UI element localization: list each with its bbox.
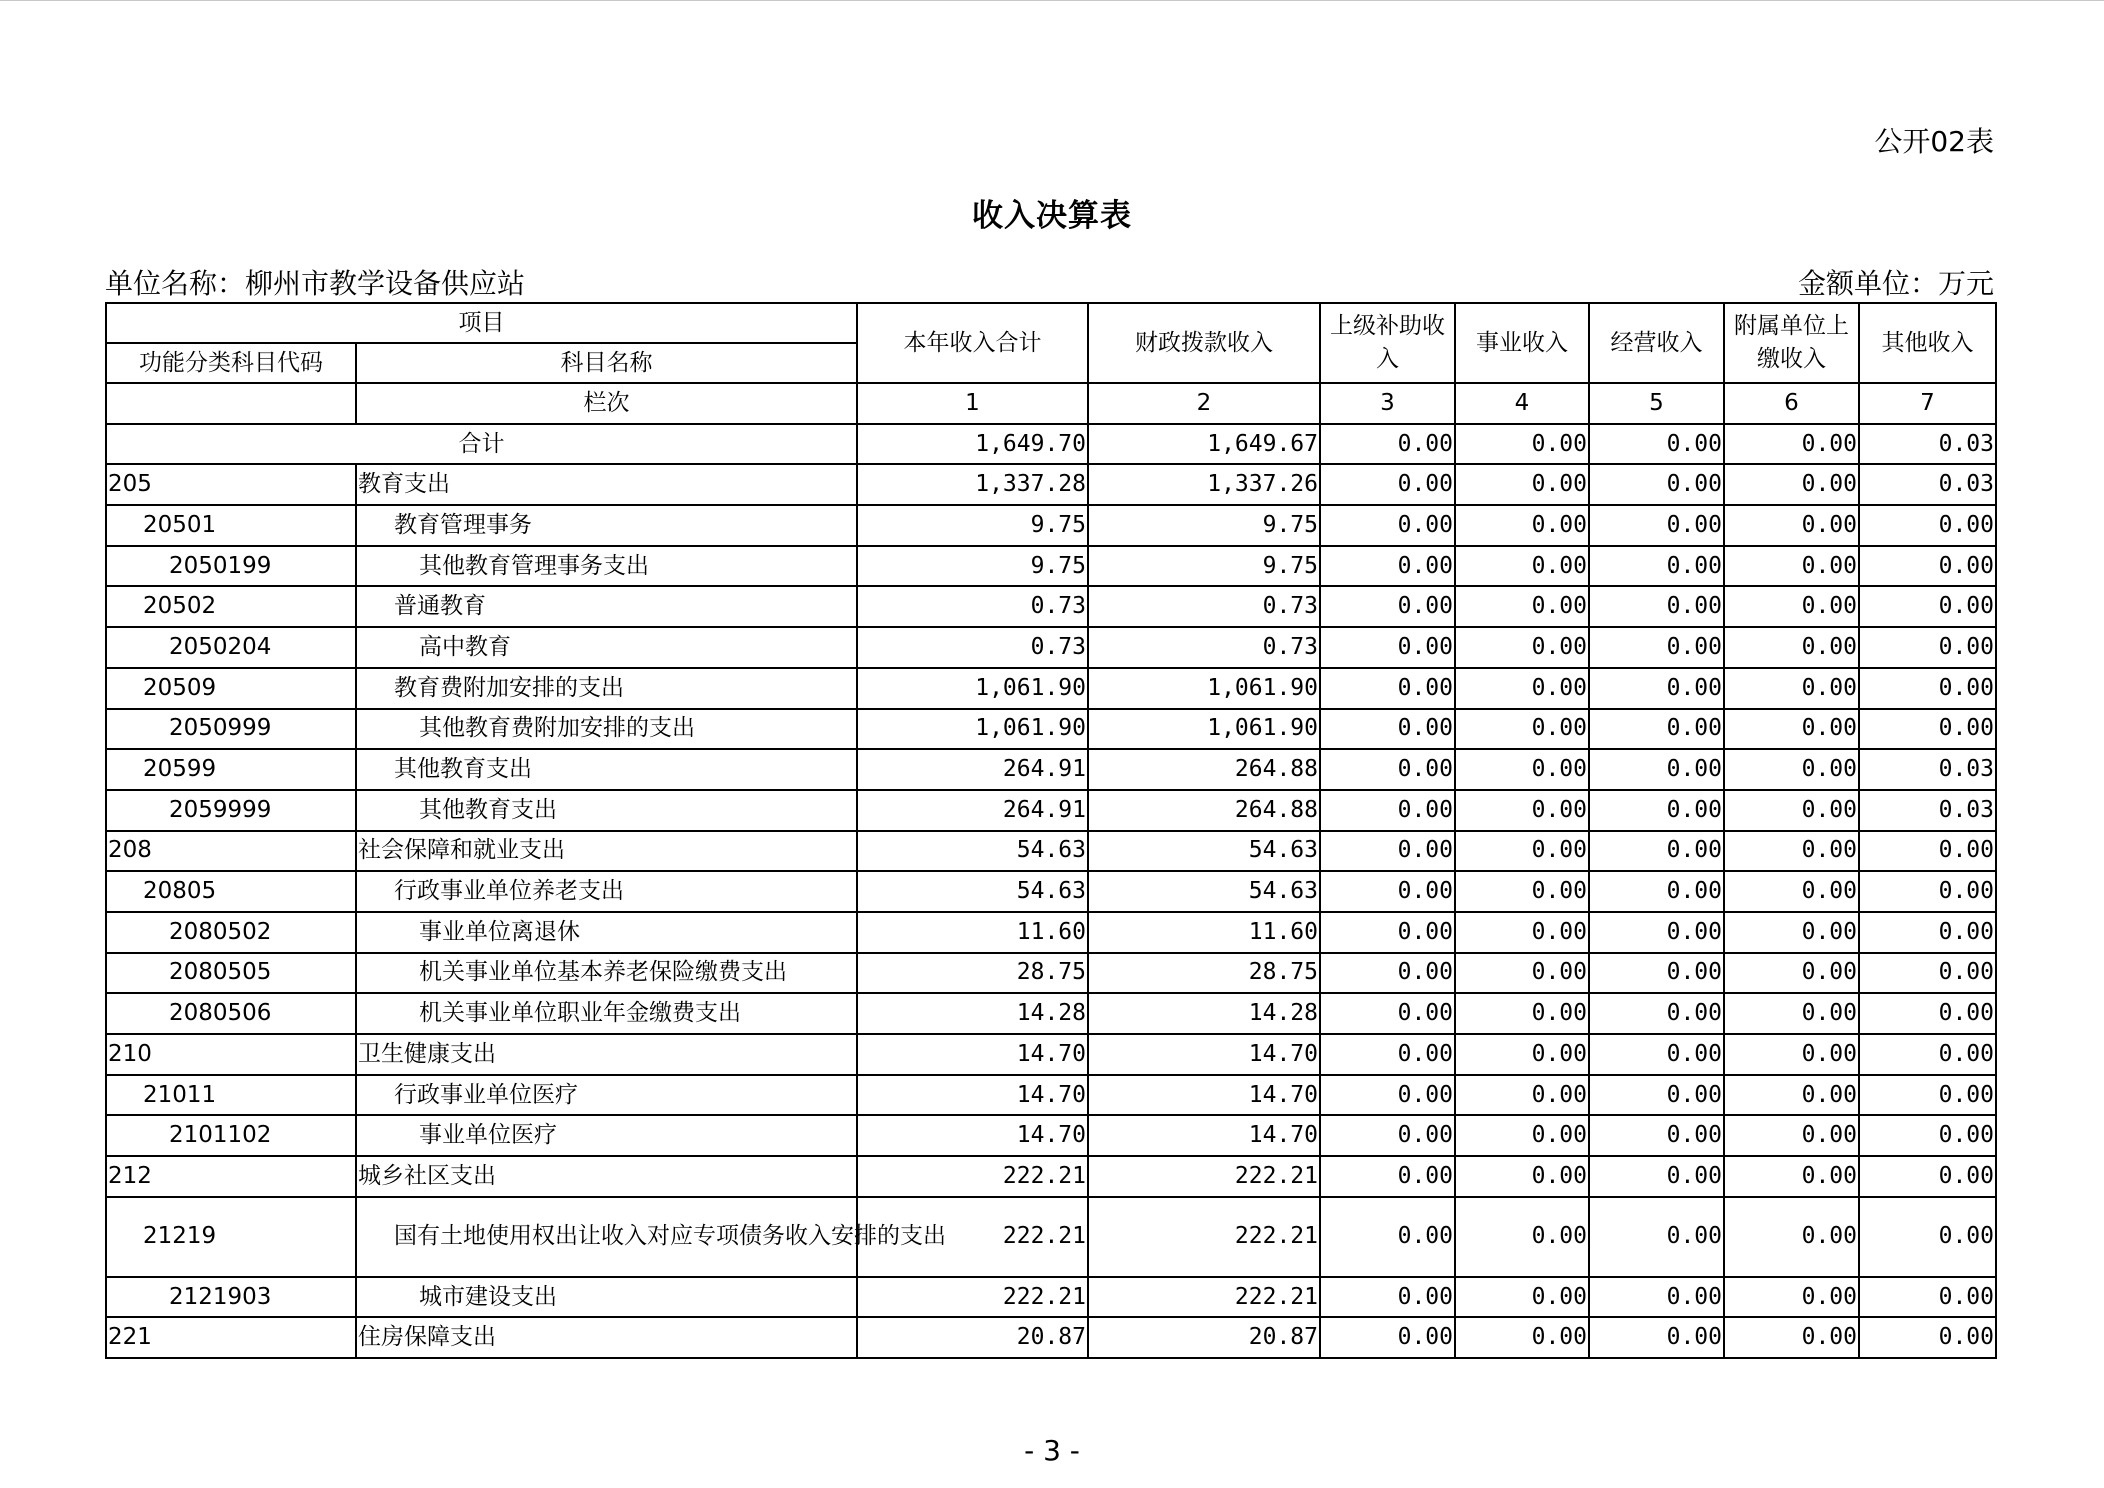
row-value: 0.03 <box>1859 464 1996 505</box>
row-value: 0.00 <box>1724 1156 1859 1197</box>
row-value: 0.00 <box>1455 912 1589 953</box>
row-value: 0.00 <box>1455 1075 1589 1116</box>
row-name: 机关事业单位基本养老保险缴费支出 <box>356 953 857 994</box>
row-value: 0.00 <box>1589 790 1724 831</box>
row-value: 0.00 <box>1859 953 1996 994</box>
row-value: 0.00 <box>1859 1115 1996 1156</box>
row-value: 1,337.26 <box>1088 464 1320 505</box>
table-row <box>106 953 1996 994</box>
row-value: 0.00 <box>1589 1034 1724 1075</box>
header-item: 项目 <box>106 303 857 343</box>
table-row <box>106 668 1996 709</box>
row-value: 0.00 <box>1589 1156 1724 1197</box>
row-value: 222.21 <box>1088 1277 1320 1318</box>
header-subject-name: 科目名称 <box>356 343 857 383</box>
row-value: 1,337.28 <box>857 464 1088 505</box>
row-value: 54.63 <box>1088 871 1320 912</box>
row-value: 0.03 <box>1859 790 1996 831</box>
row-name: 其他教育费附加安排的支出 <box>356 709 857 750</box>
row-code: 2101102 <box>106 1115 356 1156</box>
row-value: 0.00 <box>1320 546 1455 587</box>
row-value: 0.00 <box>1320 790 1455 831</box>
row-value: 0.00 <box>1724 668 1859 709</box>
row-value: 0.00 <box>1455 1317 1589 1358</box>
row-value: 0.00 <box>1859 1156 1996 1197</box>
row-value: 0.00 <box>1859 871 1996 912</box>
row-value: 0.73 <box>857 627 1088 668</box>
header-other: 其他收入 <box>1859 303 1996 383</box>
row-code: 2080506 <box>106 993 356 1034</box>
row-value: 0.00 <box>1589 464 1724 505</box>
row-value: 0.00 <box>1589 912 1724 953</box>
row-value: 0.00 <box>1320 464 1455 505</box>
header-operating: 经营收入 <box>1589 303 1724 383</box>
row-value: 0.73 <box>1088 586 1320 627</box>
row-value: 14.70 <box>1088 1034 1320 1075</box>
row-name: 教育费附加安排的支出 <box>356 668 857 709</box>
row-value: 0.00 <box>1455 668 1589 709</box>
amount-unit: 金额单位：万元 <box>1797 267 1994 300</box>
row-value: 0.00 <box>1724 953 1859 994</box>
row-value: 0.00 <box>1320 1156 1455 1197</box>
row-code: 21011 <box>106 1075 356 1116</box>
top-border-line <box>0 0 2104 1</box>
row-value: 0.00 <box>1724 790 1859 831</box>
table-row <box>106 464 1996 505</box>
table-row <box>106 586 1996 627</box>
total-label: 合计 <box>106 424 857 465</box>
header-total-income: 本年收入合计 <box>857 303 1088 383</box>
row-code: 2080502 <box>106 912 356 953</box>
row-value: 0.00 <box>1455 871 1589 912</box>
form-code: 公开02表 <box>1874 125 1994 158</box>
row-value: 264.91 <box>857 790 1088 831</box>
row-value: 0.00 <box>1859 993 1996 1034</box>
row-value: 54.63 <box>857 871 1088 912</box>
row-name: 教育管理事务 <box>356 505 857 546</box>
header-row-1 <box>106 303 1996 343</box>
row-value: 0.00 <box>1859 546 1996 587</box>
table-row <box>106 831 1996 872</box>
row-value: 0.00 <box>1859 1034 1996 1075</box>
row-value: 0.00 <box>1455 1115 1589 1156</box>
table-row <box>106 1317 1996 1358</box>
row-value: 0.00 <box>1859 831 1996 872</box>
row-value: 11.60 <box>857 912 1088 953</box>
row-value: 0.00 <box>1589 505 1724 546</box>
total-row <box>106 424 1996 465</box>
row-value: 0.00 <box>1589 749 1724 790</box>
row-value: 0.03 <box>1859 749 1996 790</box>
column-index: 5 <box>1589 383 1724 424</box>
row-value: 0.00 <box>1859 1277 1996 1318</box>
row-value: 222.21 <box>857 1277 1088 1318</box>
row-value: 1,061.90 <box>857 668 1088 709</box>
row-value: 14.70 <box>857 1075 1088 1116</box>
row-code: 212 <box>106 1156 356 1197</box>
row-value: 0.00 <box>1724 546 1859 587</box>
total-value: 0.00 <box>1589 424 1724 465</box>
row-value: 0.00 <box>1724 1277 1859 1318</box>
row-name: 事业单位医疗 <box>356 1115 857 1156</box>
row-value: 0.00 <box>1455 586 1589 627</box>
column-index-row <box>106 383 1996 424</box>
row-code: 2080505 <box>106 953 356 994</box>
row-name: 住房保障支出 <box>356 1317 857 1358</box>
row-value: 14.70 <box>1088 1075 1320 1116</box>
table-row <box>106 1156 1996 1197</box>
column-index: 2 <box>1088 383 1320 424</box>
row-name: 其他教育管理事务支出 <box>356 546 857 587</box>
row-code: 2050204 <box>106 627 356 668</box>
total-value: 1,649.67 <box>1088 424 1320 465</box>
row-value: 0.00 <box>1724 1075 1859 1116</box>
row-value: 0.00 <box>1320 831 1455 872</box>
row-value: 0.00 <box>1320 749 1455 790</box>
row-value: 0.00 <box>1589 586 1724 627</box>
row-code: 221 <box>106 1317 356 1358</box>
row-value: 9.75 <box>1088 546 1320 587</box>
column-index: 6 <box>1724 383 1859 424</box>
row-name: 城乡社区支出 <box>356 1156 857 1197</box>
row-value: 0.00 <box>1320 586 1455 627</box>
row-value: 0.00 <box>1859 1197 1996 1277</box>
header-affiliated: 附属单位上缴收入 <box>1724 303 1859 383</box>
row-value: 0.00 <box>1589 1115 1724 1156</box>
row-value: 28.75 <box>857 953 1088 994</box>
row-value: 0.00 <box>1589 871 1724 912</box>
row-value: 9.75 <box>1088 505 1320 546</box>
row-value: 0.00 <box>1320 912 1455 953</box>
column-index-label: 栏次 <box>356 383 857 424</box>
page-number: - 3 - <box>1024 1434 1080 1467</box>
row-value: 0.00 <box>1859 912 1996 953</box>
unit-name: 单位名称：柳州市教学设备供应站 <box>105 267 526 300</box>
row-value: 0.00 <box>1320 993 1455 1034</box>
row-value: 0.00 <box>1455 627 1589 668</box>
row-name: 事业单位离退休 <box>356 912 857 953</box>
row-name: 机关事业单位职业年金缴费支出 <box>356 993 857 1034</box>
row-value: 0.00 <box>1589 953 1724 994</box>
row-value: 264.88 <box>1088 749 1320 790</box>
row-value: 0.00 <box>1320 1075 1455 1116</box>
total-value: 0.00 <box>1724 424 1859 465</box>
table-row <box>106 1034 1996 1075</box>
row-value: 0.00 <box>1859 586 1996 627</box>
row-code: 20501 <box>106 505 356 546</box>
row-value: 9.75 <box>857 546 1088 587</box>
row-value: 14.70 <box>1088 1115 1320 1156</box>
row-name: 行政事业单位养老支出 <box>356 871 857 912</box>
row-code: 20599 <box>106 749 356 790</box>
table-row <box>106 871 1996 912</box>
row-value: 0.00 <box>1859 1075 1996 1116</box>
row-name: 普通教育 <box>356 586 857 627</box>
row-value: 0.00 <box>1724 586 1859 627</box>
row-name: 其他教育支出 <box>356 790 857 831</box>
row-code: 2050199 <box>106 546 356 587</box>
total-value: 1,649.70 <box>857 424 1088 465</box>
row-value: 0.00 <box>1589 831 1724 872</box>
row-value: 0.00 <box>1455 1034 1589 1075</box>
row-value: 264.88 <box>1088 790 1320 831</box>
row-value: 0.00 <box>1320 1034 1455 1075</box>
column-index: 4 <box>1455 383 1589 424</box>
row-value: 0.00 <box>1724 1197 1859 1277</box>
table-row <box>106 546 1996 587</box>
row-code: 2121903 <box>106 1277 356 1318</box>
row-name: 城市建设支出 <box>356 1277 857 1318</box>
row-name: 国有土地使用权出让收入对应专项债务收入安排的支出 <box>356 1197 857 1277</box>
row-value: 0.00 <box>1320 1115 1455 1156</box>
row-value: 0.00 <box>1724 831 1859 872</box>
row-value: 0.00 <box>1455 546 1589 587</box>
row-value: 0.00 <box>1320 668 1455 709</box>
row-value: 0.00 <box>1724 871 1859 912</box>
row-value: 9.75 <box>857 505 1088 546</box>
row-code: 205 <box>106 464 356 505</box>
row-code: 210 <box>106 1034 356 1075</box>
row-code: 20805 <box>106 871 356 912</box>
row-value: 0.00 <box>1724 709 1859 750</box>
row-value: 0.00 <box>1320 953 1455 994</box>
table-row <box>106 1197 1996 1277</box>
total-value: 0.03 <box>1859 424 1996 465</box>
row-value: 0.00 <box>1455 505 1589 546</box>
row-value: 28.75 <box>1088 953 1320 994</box>
row-value: 0.00 <box>1589 1075 1724 1116</box>
row-value: 0.00 <box>1320 1317 1455 1358</box>
row-value: 1,061.90 <box>1088 709 1320 750</box>
row-value: 0.00 <box>1455 993 1589 1034</box>
row-value: 0.00 <box>1455 1197 1589 1277</box>
row-name: 社会保障和就业支出 <box>356 831 857 872</box>
row-value: 0.00 <box>1589 1317 1724 1358</box>
row-value: 20.87 <box>1088 1317 1320 1358</box>
row-value: 0.00 <box>1724 1115 1859 1156</box>
row-code: 20509 <box>106 668 356 709</box>
row-value: 0.00 <box>1589 1277 1724 1318</box>
header-fiscal: 财政拨款收入 <box>1088 303 1320 383</box>
row-value: 0.00 <box>1455 831 1589 872</box>
row-value: 11.60 <box>1088 912 1320 953</box>
row-value: 0.00 <box>1455 790 1589 831</box>
row-value: 0.73 <box>857 586 1088 627</box>
row-value: 0.00 <box>1859 505 1996 546</box>
row-name: 其他教育支出 <box>356 749 857 790</box>
row-value: 0.00 <box>1859 627 1996 668</box>
row-value: 0.00 <box>1320 871 1455 912</box>
row-value: 0.00 <box>1589 546 1724 587</box>
row-value: 0.73 <box>1088 627 1320 668</box>
row-value: 0.00 <box>1859 668 1996 709</box>
row-value: 14.28 <box>1088 993 1320 1034</box>
row-value: 222.21 <box>1088 1156 1320 1197</box>
column-index-empty <box>106 383 356 424</box>
row-value: 14.70 <box>857 1115 1088 1156</box>
header-func-code: 功能分类科目代码 <box>106 343 356 383</box>
row-value: 0.00 <box>1455 953 1589 994</box>
row-value: 0.00 <box>1724 505 1859 546</box>
row-value: 0.00 <box>1724 1034 1859 1075</box>
header-superior: 上级补助收入 <box>1320 303 1455 383</box>
row-value: 0.00 <box>1589 1197 1724 1277</box>
document-title: 收入决算表 <box>972 198 1132 234</box>
row-value: 0.00 <box>1589 668 1724 709</box>
table-row <box>106 709 1996 750</box>
header-business: 事业收入 <box>1455 303 1589 383</box>
column-index: 1 <box>857 383 1088 424</box>
income-table <box>105 302 1997 1359</box>
row-value: 1,061.90 <box>857 709 1088 750</box>
table-row <box>106 627 1996 668</box>
row-value: 0.00 <box>1859 709 1996 750</box>
row-value: 0.00 <box>1589 627 1724 668</box>
row-value: 0.00 <box>1455 749 1589 790</box>
row-value: 20.87 <box>857 1317 1088 1358</box>
row-value: 0.00 <box>1724 627 1859 668</box>
row-value: 0.00 <box>1859 1317 1996 1358</box>
row-value: 0.00 <box>1589 993 1724 1034</box>
table-row <box>106 912 1996 953</box>
row-value: 222.21 <box>857 1197 1088 1277</box>
row-value: 14.28 <box>857 993 1088 1034</box>
total-value: 0.00 <box>1455 424 1589 465</box>
row-value: 0.00 <box>1724 912 1859 953</box>
row-value: 264.91 <box>857 749 1088 790</box>
row-value: 54.63 <box>857 831 1088 872</box>
row-value: 0.00 <box>1724 749 1859 790</box>
row-value: 0.00 <box>1320 627 1455 668</box>
row-code: 2059999 <box>106 790 356 831</box>
table-row <box>106 505 1996 546</box>
row-name: 卫生健康支出 <box>356 1034 857 1075</box>
row-value: 0.00 <box>1724 464 1859 505</box>
row-name: 行政事业单位医疗 <box>356 1075 857 1116</box>
row-code: 20502 <box>106 586 356 627</box>
row-value: 0.00 <box>1589 709 1724 750</box>
table-row <box>106 790 1996 831</box>
row-value: 54.63 <box>1088 831 1320 872</box>
row-value: 222.21 <box>1088 1197 1320 1277</box>
row-value: 0.00 <box>1320 1197 1455 1277</box>
row-value: 0.00 <box>1320 1277 1455 1318</box>
row-value: 14.70 <box>857 1034 1088 1075</box>
total-value: 0.00 <box>1320 424 1455 465</box>
row-value: 0.00 <box>1455 1156 1589 1197</box>
row-value: 0.00 <box>1455 709 1589 750</box>
table-row <box>106 1115 1996 1156</box>
table-row <box>106 1075 1996 1116</box>
row-value: 0.00 <box>1455 464 1589 505</box>
table-row <box>106 1277 1996 1318</box>
table-row <box>106 993 1996 1034</box>
column-index: 7 <box>1859 383 1996 424</box>
row-code: 21219 <box>106 1197 356 1277</box>
column-index: 3 <box>1320 383 1455 424</box>
row-value: 222.21 <box>857 1156 1088 1197</box>
row-value: 0.00 <box>1320 505 1455 546</box>
row-value: 1,061.90 <box>1088 668 1320 709</box>
row-value: 0.00 <box>1320 709 1455 750</box>
table-row <box>106 749 1996 790</box>
row-code: 208 <box>106 831 356 872</box>
row-code: 2050999 <box>106 709 356 750</box>
row-value: 0.00 <box>1724 993 1859 1034</box>
row-name: 教育支出 <box>356 464 857 505</box>
row-value: 0.00 <box>1455 1277 1589 1318</box>
row-name: 高中教育 <box>356 627 857 668</box>
row-value: 0.00 <box>1724 1317 1859 1358</box>
